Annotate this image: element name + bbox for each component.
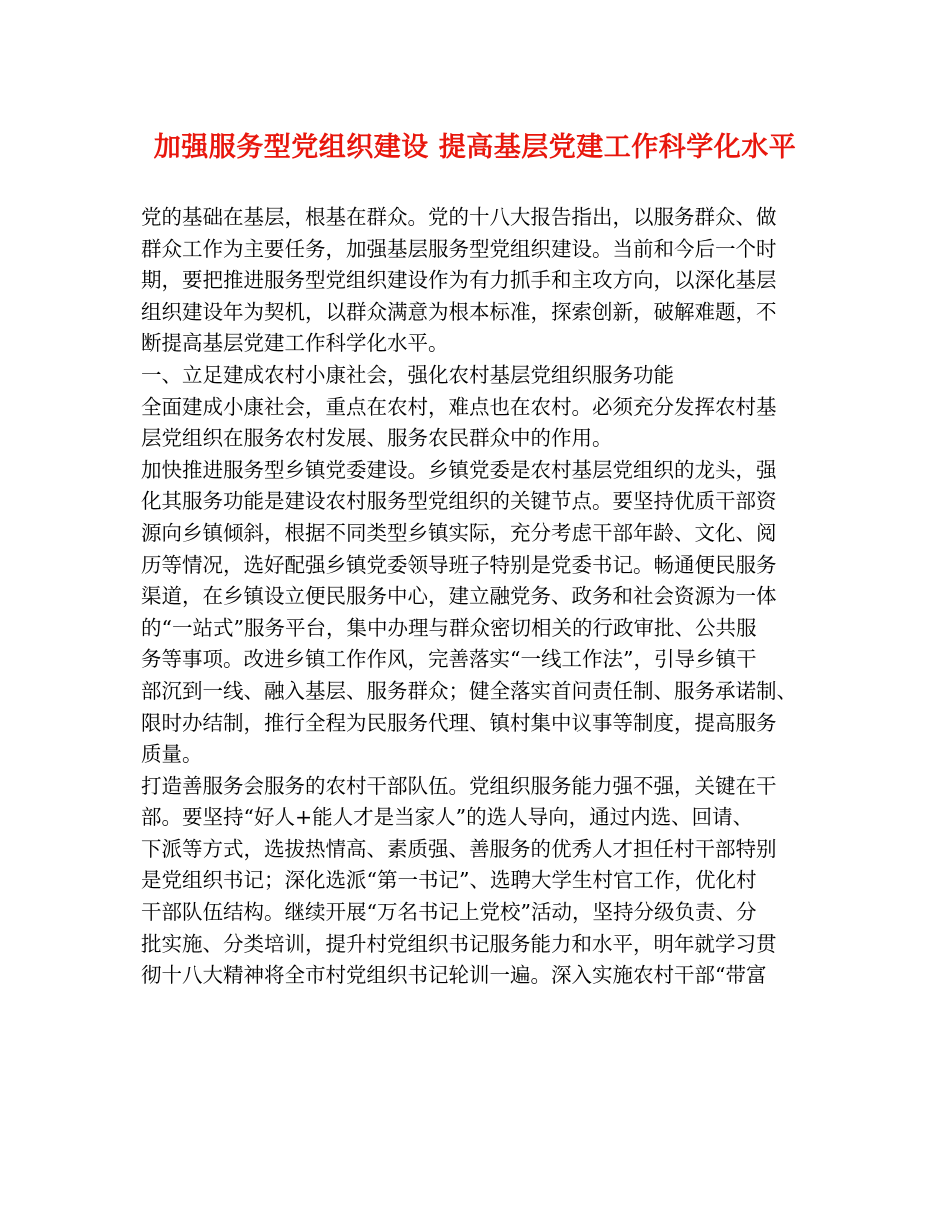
paragraph-line: 部。要坚持“好人+能人才是当家人”的选人导向，通过内选、回请、 bbox=[141, 805, 754, 830]
paragraph-line: 期，要把推进服务型党组织建设作为有力抓手和主攻方向，以深化基层 bbox=[141, 268, 777, 293]
paragraph-line: 是党组织书记；深化选派“第一书记”、选聘大学生村官工作，优化村 bbox=[141, 868, 757, 893]
paragraph-line: 层党组织在服务农村发展、服务农民群众中的作用。 bbox=[141, 426, 613, 451]
paragraph-line: 干部队伍结构。继续开展“万名书记上党校”活动，坚持分级负责、分 bbox=[141, 900, 757, 925]
paragraph-line: 化其服务功能是建设农村服务型党组织的关键节点。要坚持优质干部资 bbox=[141, 489, 777, 514]
paragraph-line: 限时办结制，推行全程为民服务代理、镇村集中议事等制度，提高服务 bbox=[141, 710, 777, 735]
paragraph-line: 渠道，在乡镇设立便民服务中心，建立融党务、政务和社会资源为一体 bbox=[141, 584, 777, 609]
paragraph-line: 彻十八大精神将全市村党组织书记轮训一遍。深入实施农村干部“带富 bbox=[141, 963, 767, 988]
paragraph-line: 加快推进服务型乡镇党委建设。乡镇党委是农村基层党组织的龙头，强 bbox=[141, 457, 777, 482]
paragraph-line: 部沉到一线、融入基层、服务群众；健全落实首问责任制、服务承诺制、 bbox=[141, 678, 797, 703]
paragraph-line: 群众工作为主要任务，加强基层服务型党组织建设。当前和今后一个时 bbox=[141, 236, 777, 261]
paragraph-line: 历等情况，选好配强乡镇党委领导班子特别是党委书记。畅通便民服务 bbox=[141, 552, 777, 577]
paragraph-line: 党的基础在基层，根基在群众。党的十八大报告指出，以服务群众、做 bbox=[141, 205, 777, 229]
paragraph-line: 断提高基层党建工作科学化水平。 bbox=[141, 331, 449, 356]
document-title: 加强服务型党组织建设 提高基层党建工作科学化水平 bbox=[153, 132, 797, 163]
paragraph-line: 下派等方式，选拔热情高、素质强、善服务的优秀人才担任村干部特别 bbox=[141, 836, 777, 861]
paragraph-line: 源向乡镇倾斜，根据不同类型乡镇实际，充分考虑干部年龄、文化、阅 bbox=[141, 520, 777, 545]
paragraph-line: 质量。 bbox=[141, 742, 203, 767]
document-body bbox=[141, 202, 831, 992]
section-heading: 一、立足建成农村小康社会，强化农村基层党组织服务功能 bbox=[141, 362, 674, 387]
paragraph-line: 的“一站式”服务平台，集中办理与群众密切相关的行政审批、公共服 bbox=[141, 615, 757, 640]
paragraph-line: 全面建成小康社会，重点在农村，难点也在农村。必须充分发挥农村基 bbox=[141, 394, 777, 419]
paragraph-line: 打造善服务会服务的农村干部队伍。党组织服务能力强不强，关键在干 bbox=[141, 773, 777, 798]
paragraph-line: 批实施、分类培训，提升村党组织书记服务能力和水平，明年就学习贯 bbox=[141, 931, 777, 956]
paragraph-line: 组织建设年为契机，以群众满意为根本标准，探索创新，破解难题，不 bbox=[141, 299, 777, 324]
paragraph-line: 务等事项。改进乡镇工作作风，完善落实“一线工作法”，引导乡镇干 bbox=[141, 647, 757, 672]
